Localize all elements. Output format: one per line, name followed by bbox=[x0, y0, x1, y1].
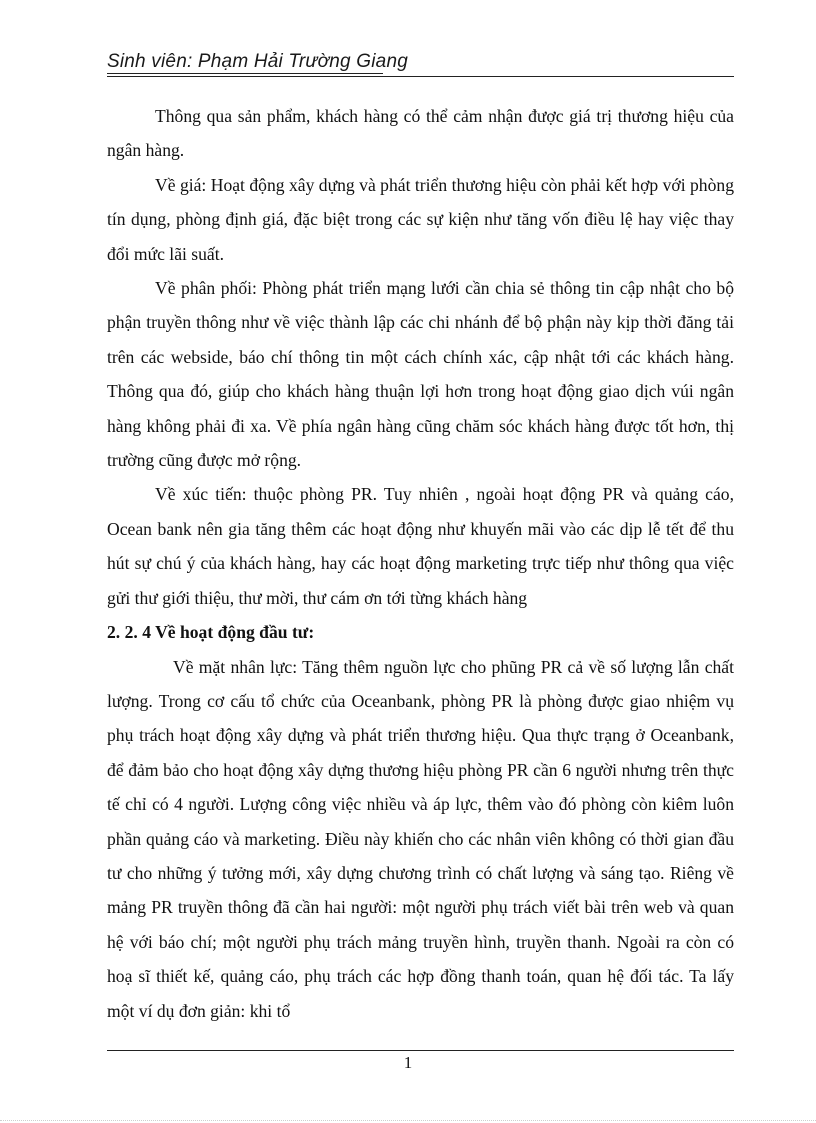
header-underline bbox=[107, 73, 383, 74]
paragraph-product: Thông qua sản phẩm, khách hàng có thể cảm nhận được giá trị thương hiệu của ngân hàng. bbox=[107, 106, 734, 161]
paragraph-price: Về giá: Hoạt động xây dựng và phát triển thương hiệu còn phải kết hợp với phòng tín dụng, phòng định giá, đặc biệt trong các sự kiện như tăng vốn điều lệ hay việc thay đổi mức lãi suất. bbox=[107, 174, 734, 264]
footer-rule bbox=[107, 1050, 734, 1051]
paragraph-distribution: Về phân phối: Phòng phát triển mạng lưới cần chia sẻ thông tin cập nhật cho bộ phận truyền thông như về việc thành lập các chi nhánh để bộ phận này kịp thời đăng tải trên các webside, báo chí thông tin một cách chính xác, cập nhật tới các khách hàng. Thông qua đó, giúp cho khách hàng thuận lợi hơn trong hoạt động giao dịch vúi ngân hàng không phải đi xa. Về phía ngân hàng cũng chăm sóc khách hàng được tốt hơn, thị trường cũng được mở rộng. bbox=[107, 278, 734, 471]
paragraph-promotion: Về xúc tiến: thuộc phòng PR. Tuy nhiên , ngoài hoạt động PR và quảng cáo, Ocean bank nên gia tăng thêm các hoạt động như khuyến mãi vào các dịp lễ tết để thu hút sự chú ý của khách hàng, hay các hoạt động marketing trực tiếp như thông qua việc gửi thư giới thiệu, thư mời, thư cám ơn tới từng khách hàng bbox=[107, 484, 734, 608]
document-body bbox=[107, 99, 734, 1028]
header-rule bbox=[107, 76, 734, 77]
page-number: 1 bbox=[403, 1053, 413, 1072]
paragraph-human-resources: Về mặt nhân lực: Tăng thêm nguồn lực cho phũng PR cả về số lượng lẫn chất lượng. Trong cơ cấu tổ chức của Oceanbank, phòng PR là phòng được giao nhiệm vụ phụ trách hoạt động xây dựng và phát triển thương hiệu. Qua thực trạng ở Oceanbank, để đảm bảo cho hoạt động xây dựng thương hiệu phòng PR cần 6 người nhưng trên thực tế chỉ có 4 người. Lượng công việc nhiều và áp lực, thêm vào đó phòng còn kiêm luôn phần quảng cáo và marketing. Điều này khiến cho các nhân viên không có thời gian đầu tư cho những ý tưởng mới, xây dựng chương trình có chất lượng và sáng tạo. Riêng về mảng PR truyền thông đã cần hai người: một người phụ trách viết bài trên web và quan hệ với báo chí; một người phụ trách mảng truyền hình, truyền thanh. Ngoài ra còn có hoạ sĩ thiết kế, quảng cáo, phụ trách các hợp đồng thanh toán, quan hệ đối tác. Ta lấy một ví dụ đơn giản: khi tổ bbox=[107, 656, 734, 1021]
section-heading: 2. 2. 4 Về hoạt động đầu tư: bbox=[107, 622, 315, 643]
page-edge bbox=[0, 1120, 816, 1121]
page-header: Sinh viên: Phạm Hải Trường Giang bbox=[107, 51, 408, 72]
